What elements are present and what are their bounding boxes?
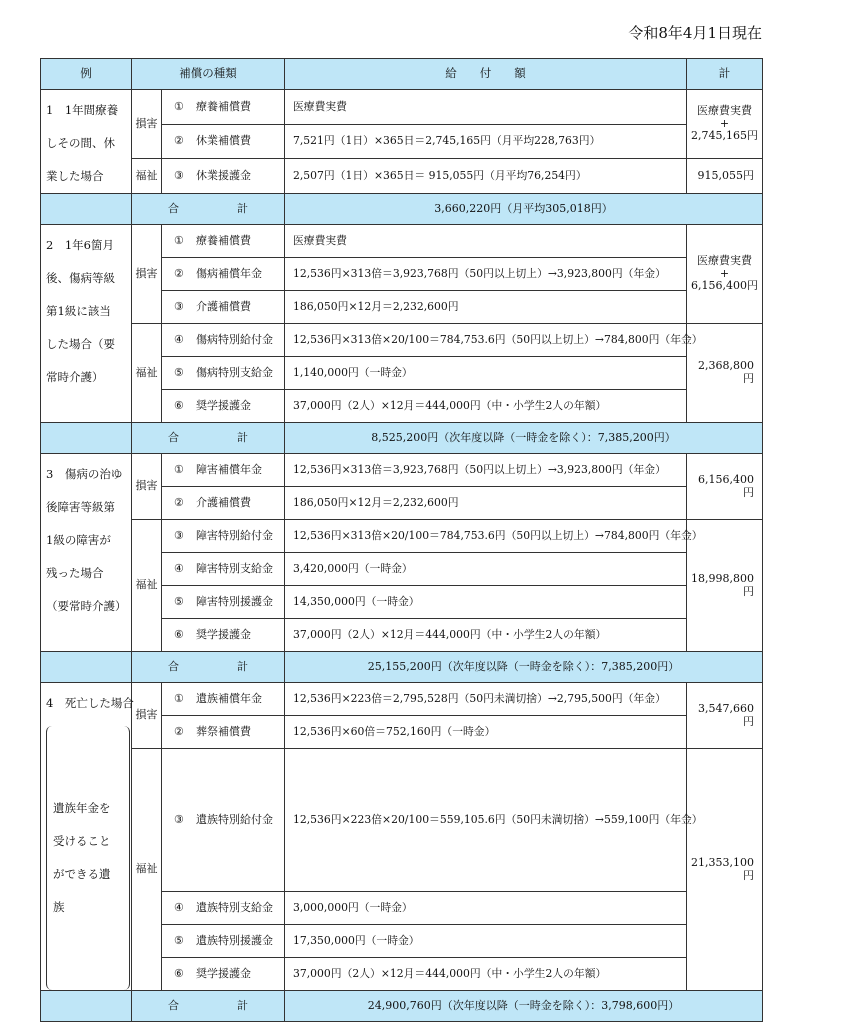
benefit-amount: 12,536円×313倍×20/100＝784,753.6円（50円以上切上）→784,800円（年金） — [285, 520, 687, 553]
case-1-subtotal-injury: 医療費実費 + 2,745,165円 — [687, 90, 763, 159]
category-welfare: 福祉 — [132, 159, 162, 194]
benefit-name: ⑥ 奨学援護金 — [162, 619, 285, 652]
category-injury: 損害 — [132, 225, 162, 324]
table-row — [41, 225, 763, 258]
case-1-total: 3,660,220円（月平均305,018円） — [285, 194, 763, 225]
benefit-name: ⑤ 傷病特別支給金 — [162, 357, 285, 390]
case-4-subtotal-injury: 3,547,660円 — [687, 683, 763, 749]
benefit-name: ③ 障害特別給付金 — [162, 520, 285, 553]
table-row — [41, 454, 763, 487]
total-label: 合 計 — [132, 652, 285, 683]
benefit-amount: 2,507円（1日）×365日＝ 915,055円（月平均76,254円） — [285, 159, 687, 194]
table-row — [41, 683, 763, 716]
header-type: 補償の種類 — [132, 59, 285, 90]
header-benefit: 給 付 額 — [285, 59, 687, 90]
benefit-name: ③ 休業援護金 — [162, 159, 285, 194]
case-2-subtotal-welfare: 2,368,800円 — [687, 324, 763, 423]
benefit-name: ⑥ 奨学援護金 — [162, 390, 285, 423]
benefit-amount: 医療費実費 — [285, 225, 687, 258]
case-3-subtotal-injury: 6,156,400円 — [687, 454, 763, 520]
table-row — [41, 159, 763, 194]
benefit-name: ⑥ 奨学援護金 — [162, 958, 285, 991]
category-injury: 損害 — [132, 454, 162, 520]
case-4-subtotal-welfare: 21,353,100円 — [687, 749, 763, 991]
category-injury: 損害 — [132, 90, 162, 159]
benefit-name: ① 療養補償費 — [162, 90, 285, 125]
case-4-total: 24,900,760円（次年度以降（一時金を除く）：3,798,600円） — [285, 991, 763, 1022]
case-1-total-row — [41, 194, 763, 225]
benefit-name: ② 休業補償費 — [162, 124, 285, 159]
benefit-amount: 186,050円×12月＝2,232,600円 — [285, 487, 687, 520]
benefit-amount: 37,000円（2人）×12月＝444,000円（中・小学生2人の年額） — [285, 390, 687, 423]
case-3-total-row — [41, 652, 763, 683]
benefit-amount: 12,536円×223倍×20/100＝559,105.6円（50円未満切捨）→559,100円（年金） — [285, 749, 687, 892]
case-4-example: 4 死亡した場合 遺族年金を 受けること ができる遺 族 — [41, 683, 132, 991]
case-2-total: 8,525,200円（次年度以降（一時金を除く）：7,385,200円） — [285, 423, 763, 454]
total-label: 合 計 — [132, 423, 285, 454]
benefit-amount: 3,420,000円（一時金） — [285, 553, 687, 586]
benefit-amount: 12,536円×313倍＝3,923,768円（50円以上切上）→3,923,800円（年金） — [285, 454, 687, 487]
case-2-total-row — [41, 423, 763, 454]
table-row — [41, 90, 763, 125]
benefit-amount: 医療費実費 — [285, 90, 687, 125]
benefit-name: ③ 遺族特別給付金 — [162, 749, 285, 892]
case-2-example: 2 1年6箇月 後、傷病等級 第1級に該当 した場合（要 常時介護） — [41, 225, 132, 423]
benefit-name: ③ 介護補償費 — [162, 291, 285, 324]
case-3-subtotal-welfare: 18,998,800円 — [687, 520, 763, 652]
category-welfare: 福祉 — [132, 520, 162, 652]
table-row — [41, 520, 763, 553]
total-label: 合 計 — [132, 194, 285, 225]
benefit-amount: 37,000円（2人）×12月＝444,000円（中・小学生2人の年額） — [285, 958, 687, 991]
case-4-total-row — [41, 991, 763, 1022]
compensation-table — [40, 58, 763, 1022]
benefit-name: ④ 傷病特別給付金 — [162, 324, 285, 357]
benefit-amount: 12,536円×313倍×20/100＝784,753.6円（50円以上切上）→784,800円（年金） — [285, 324, 687, 357]
benefit-amount: 12,536円×60倍＝752,160円（一時金） — [285, 716, 687, 749]
category-injury: 損害 — [132, 683, 162, 749]
benefit-name: ② 介護補償費 — [162, 487, 285, 520]
case-1-subtotal-welfare: 915,055円 — [687, 159, 763, 194]
benefit-name: ④ 障害特別支給金 — [162, 553, 285, 586]
benefit-amount: 37,000円（2人）×12月＝444,000円（中・小学生2人の年額） — [285, 619, 687, 652]
benefit-name: ⑤ 障害特別援護金 — [162, 586, 285, 619]
benefit-name: ② 傷病補償年金 — [162, 258, 285, 291]
case-3-example: 3 傷病の治ゆ 後障害等級第 1級の障害が 残った場合 （要常時介護） — [41, 454, 132, 652]
benefit-name: ① 遺族補償年金 — [162, 683, 285, 716]
as-of-date: 令和8年4月1日現在 — [628, 24, 762, 42]
header-row — [41, 59, 763, 90]
benefit-amount: 186,050円×12月＝2,232,600円 — [285, 291, 687, 324]
benefit-name: ① 療養補償費 — [162, 225, 285, 258]
benefit-name: ④ 遺族特別支給金 — [162, 892, 285, 925]
benefit-amount: 12,536円×223倍＝2,795,528円（50円未満切捨）→2,795,500円（年金） — [285, 683, 687, 716]
case-1-example: 1 1年間療養 しその間、休 業した場合 — [41, 90, 132, 194]
benefit-amount: 7,521円（1日）×365日＝2,745,165円（月平均228,763円） — [285, 124, 687, 159]
benefit-name: ② 葬祭補償費 — [162, 716, 285, 749]
category-welfare: 福祉 — [132, 749, 162, 991]
case-3-total: 25,155,200円（次年度以降（一時金を除く）：7,385,200円） — [285, 652, 763, 683]
total-label: 合 計 — [132, 991, 285, 1022]
header-total: 計 — [687, 59, 763, 90]
table-row — [41, 749, 763, 892]
benefit-amount: 3,000,000円（一時金） — [285, 892, 687, 925]
case-2-subtotal-injury: 医療費実費 + 6,156,400円 — [687, 225, 763, 324]
benefit-amount: 12,536円×313倍＝3,923,768円（50円以上切上）→3,923,800円（年金） — [285, 258, 687, 291]
benefit-amount: 14,350,000円（一時金） — [285, 586, 687, 619]
header-example: 例 — [41, 59, 132, 90]
benefit-name: ① 障害補償年金 — [162, 454, 285, 487]
category-welfare: 福祉 — [132, 324, 162, 423]
survivor-bracket: 遺族年金を 受けること ができる遺 族 — [46, 726, 130, 990]
benefit-name: ⑤ 遺族特別援護金 — [162, 925, 285, 958]
benefit-amount: 1,140,000円（一時金） — [285, 357, 687, 390]
table-row — [41, 324, 763, 357]
benefit-amount: 17,350,000円（一時金） — [285, 925, 687, 958]
